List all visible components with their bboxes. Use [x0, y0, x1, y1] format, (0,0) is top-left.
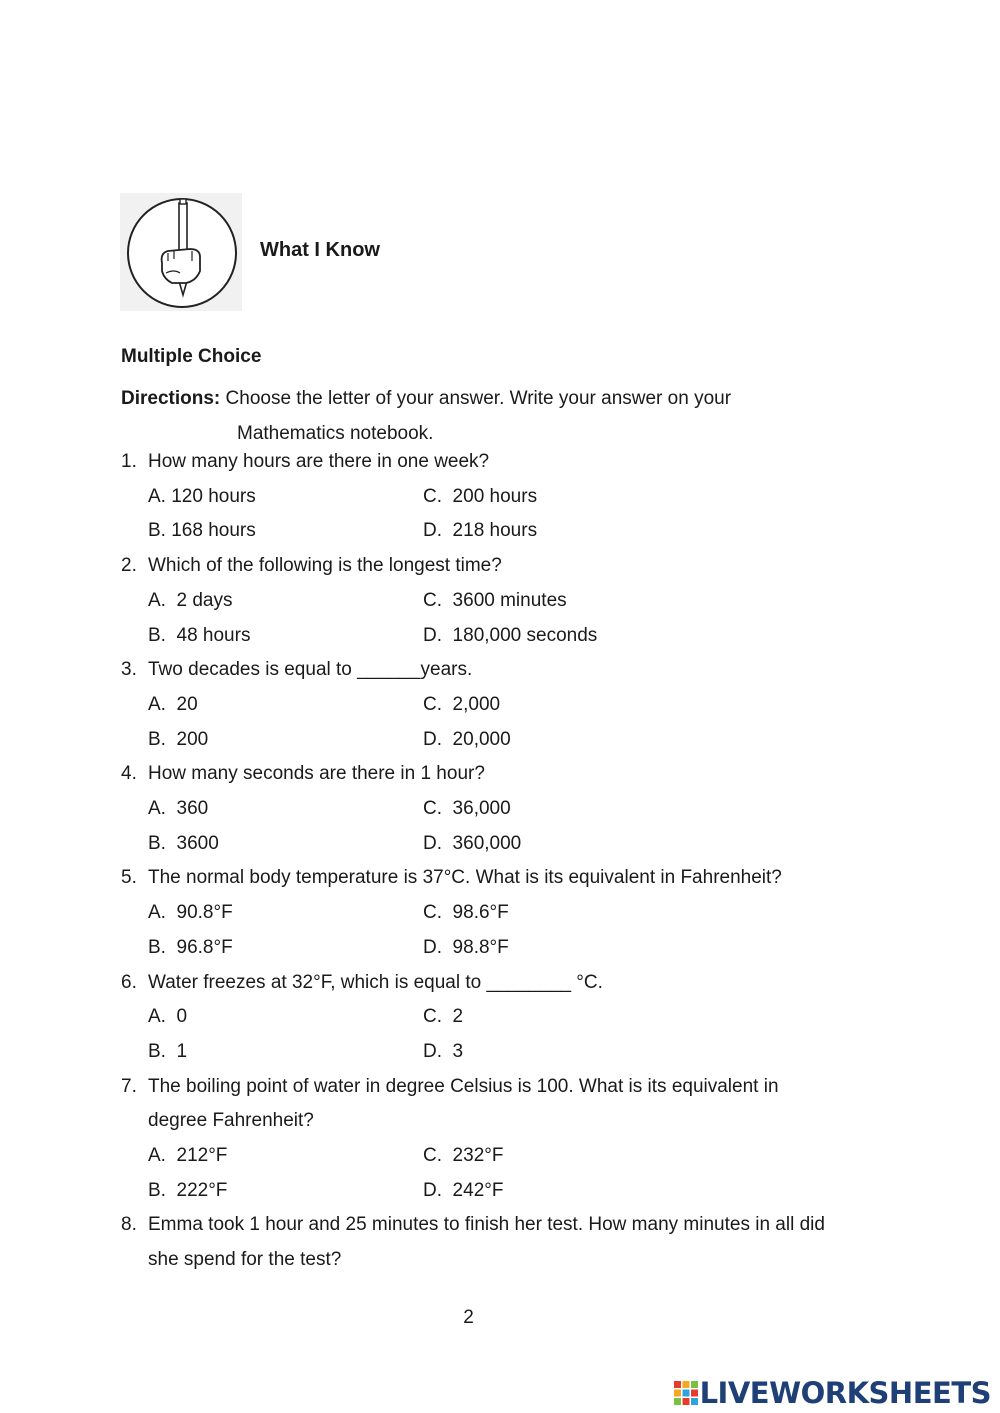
choice-a[interactable]: A. 212°F [148, 1145, 228, 1167]
question-number: 4. [121, 763, 137, 785]
directions-text: Choose the letter of your answer. Write your answer on your [220, 388, 732, 409]
choice-c[interactable]: C. 2 [423, 1006, 464, 1028]
choice-d[interactable]: D. 20,000 [423, 728, 511, 750]
question-number: 6. [121, 971, 137, 993]
choice-a[interactable]: A. 2 days [148, 589, 233, 611]
choice-c[interactable]: C. 200 hours [423, 485, 538, 507]
question-text: The normal body temperature is 37°C. What is its equivalent in Fahrenheit? [148, 867, 782, 889]
question-5 [121, 861, 841, 965]
choice-d[interactable]: D. 218 hours [423, 520, 538, 542]
choice-b[interactable]: B. 1 [148, 1040, 188, 1062]
liveworksheets-logo-icon [674, 1381, 698, 1405]
choice-d[interactable]: D. 180,000 seconds [423, 624, 598, 646]
question-text: The boiling point of water in degree Celsius is 100. What is its equivalent in degree Fahrenheit? [148, 1075, 779, 1132]
question-number: 5. [121, 867, 137, 889]
question-2 [121, 549, 841, 653]
directions-label: Directions: [121, 388, 221, 409]
multiple-choice-heading: Multiple Choice [121, 346, 262, 367]
question-number: 2. [121, 555, 137, 577]
choice-b[interactable]: B. 222°F [148, 1179, 228, 1201]
page-number: 2 [463, 1307, 474, 1328]
choice-c[interactable]: C. 2,000 [423, 693, 501, 715]
question-3 [121, 653, 841, 757]
choice-b[interactable]: B. 48 hours [148, 624, 251, 646]
choice-d[interactable]: D. 98.8°F [423, 936, 509, 958]
question-8 [121, 1208, 841, 1277]
question-number: 7. [121, 1075, 137, 1097]
question-1 [121, 445, 841, 549]
question-text: How many hours are there in one week? [148, 451, 490, 472]
choice-a[interactable]: A. 20 [148, 693, 198, 715]
question-text: Which of the following is the longest time? [148, 555, 502, 577]
choice-c[interactable]: C. 3600 minutes [423, 589, 567, 611]
question-4 [121, 757, 841, 861]
question-text: Two decades is equal to ______years. [148, 659, 473, 681]
choice-b[interactable]: B. 3600 [148, 832, 219, 854]
directions-continuation: Mathematics notebook. [237, 423, 434, 444]
choice-c[interactable]: C. 98.6°F [423, 902, 509, 924]
section-title: What I Know [260, 239, 380, 261]
question-6 [121, 966, 841, 1070]
choice-a[interactable]: A. 90.8°F [148, 902, 233, 924]
choice-c[interactable]: C. 232°F [423, 1145, 504, 1167]
choice-c[interactable]: C. 36,000 [423, 798, 511, 820]
question-text: Water freezes at 32°F, which is equal to ________ °C. [148, 971, 603, 993]
choice-a[interactable]: A. 120 hours [148, 485, 256, 507]
liveworksheets-watermark[interactable] [674, 1376, 991, 1410]
question-text: Emma took 1 hour and 25 minutes to finish her test. How many minutes in all did she spend for the test? [148, 1214, 825, 1271]
question-number: 8. [121, 1214, 137, 1236]
watermark-text: LIVEWORKSHEETS [699, 1376, 991, 1410]
hand-holding-pencil-icon [120, 193, 242, 311]
directions [121, 381, 821, 451]
question-7 [121, 1070, 841, 1209]
question-number: 1. [121, 451, 137, 472]
choice-d[interactable]: D. 3 [423, 1040, 464, 1062]
choice-d[interactable]: D. 242°F [423, 1179, 504, 1201]
choice-b[interactable]: B. 168 hours [148, 520, 256, 542]
choice-a[interactable]: A. 360 [148, 798, 209, 820]
question-list [121, 445, 841, 1278]
choice-b[interactable]: B. 200 [148, 728, 209, 750]
choice-a[interactable]: A. 0 [148, 1006, 188, 1028]
choice-d[interactable]: D. 360,000 [423, 832, 522, 854]
question-number: 3. [121, 659, 137, 681]
question-text: How many seconds are there in 1 hour? [148, 763, 485, 785]
choice-b[interactable]: B. 96.8°F [148, 936, 233, 958]
